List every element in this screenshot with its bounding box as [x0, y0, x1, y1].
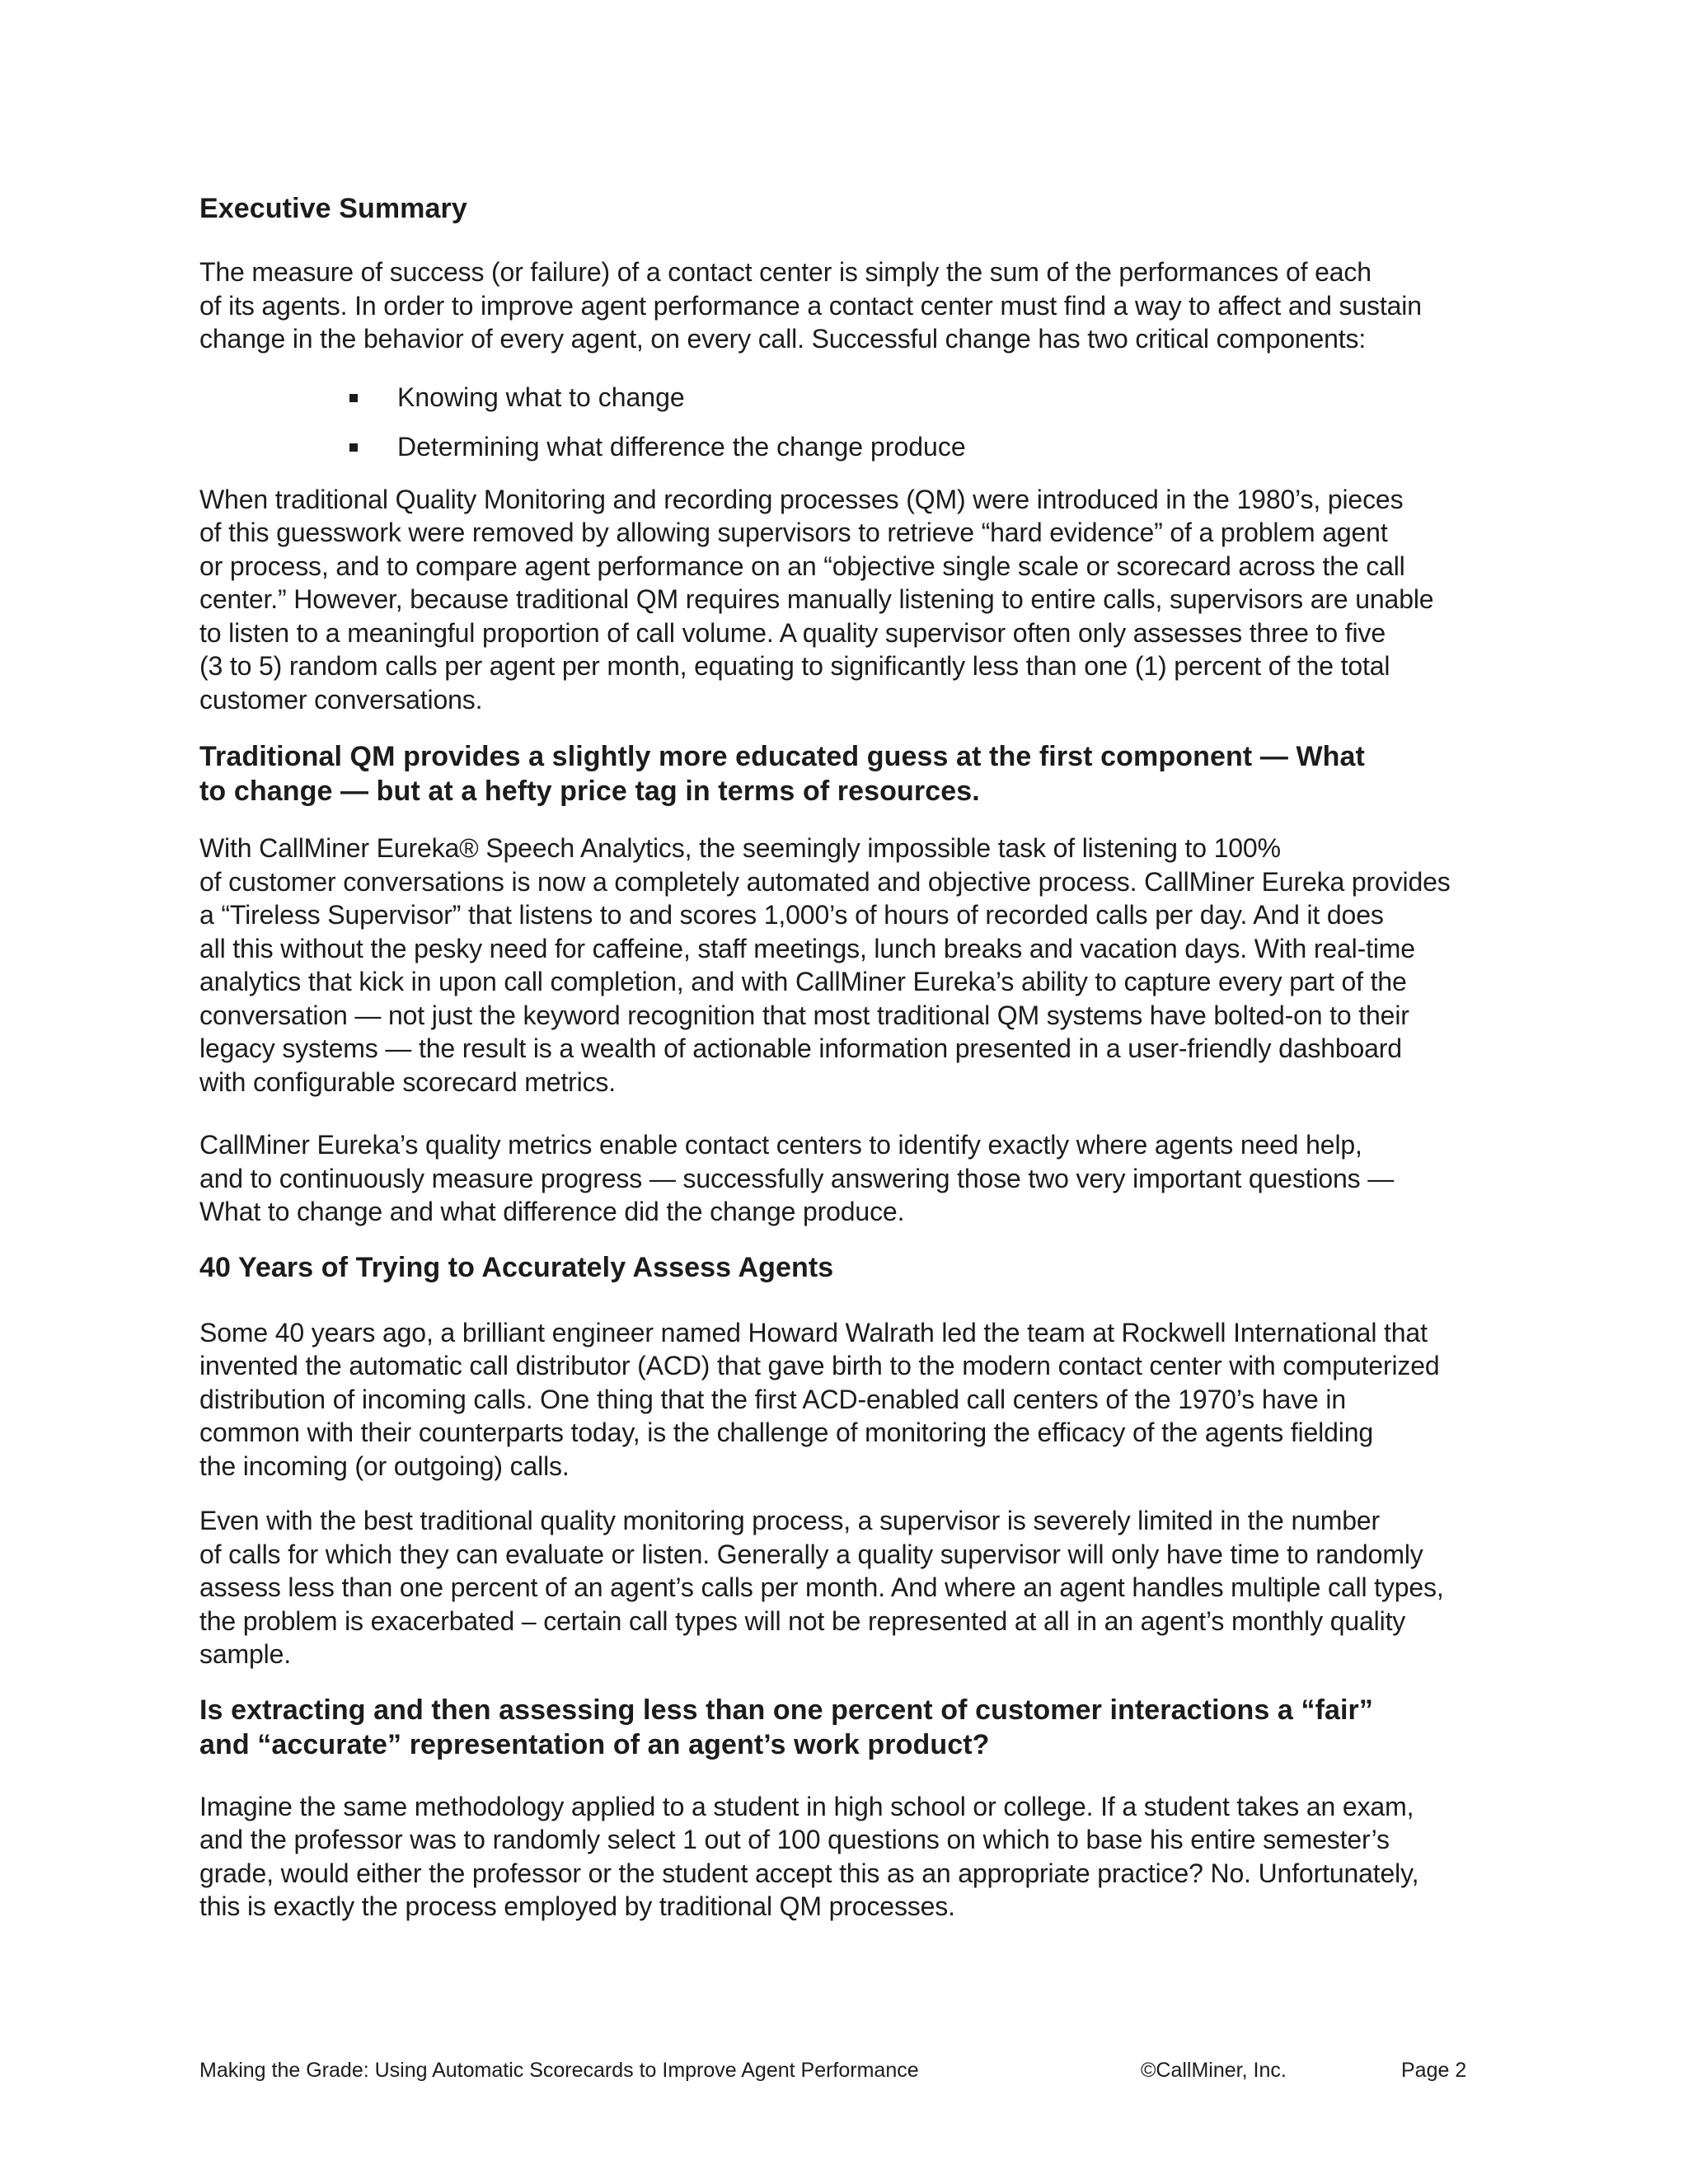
text-line: of customer conversations is now a completely automated and objective process. CallMiner Eureka provides [199, 866, 1451, 897]
text-line: legacy systems — the result is a wealth of actionable information presented in a user-friendly dashboard [199, 1033, 1402, 1063]
text-line: analytics that kick in upon call completion, and with CallMiner Eureka’s ability to capture every part of the [199, 967, 1407, 996]
text-line: CallMiner Eureka’s quality metrics enable contact centers to identify exactly where agents need help, [199, 1130, 1362, 1160]
text-line: of calls for which they can evaluate or listen. Generally a quality supervisor will only have time to randomly [199, 1539, 1423, 1569]
document-body [199, 191, 1518, 1924]
text-line: What to change and what difference did the change produce. [199, 1197, 905, 1226]
executive-summary-heading: Executive Summary [199, 193, 467, 224]
text-line: (3 to 5) random calls per agent per month, equating to significantly less than one (1) percent of the total [199, 651, 1390, 681]
forty-years-paragraph [199, 1316, 1518, 1483]
text-line: Traditional QM provides a slightly more educated guess at the first component — What [199, 741, 1365, 772]
text-line: center.” However, because traditional QM requires manually listening to entire calls, supervisors are unable [199, 584, 1434, 614]
text-line: Some 40 years ago, a brilliant engineer named Howard Walrath led the team at Rockwell International that [199, 1317, 1428, 1347]
text-line: of its agents. In order to improve agent performance a contact center must find a way to affect and sustain [199, 290, 1422, 321]
text-line: the problem is exacerbated – certain call types will not be represented at all in an agent’s monthly quality [199, 1605, 1406, 1636]
text-line: with configurable scorecard metrics. [199, 1066, 617, 1097]
square-bullet-icon [349, 443, 358, 452]
text-line: this is exactly the process employed by traditional QM processes. [199, 1891, 955, 1921]
text-line: change in the behavior of every agent, on every call. Successful change has two critical components: [199, 324, 1367, 354]
text-line: Is extracting and then assessing less than one percent of customer interactions a “fair” [199, 1694, 1373, 1726]
text-line: all this without the pesky need for caffeine, staff meetings, lunch breaks and vacation days. With real-time [199, 933, 1415, 963]
quality-metrics-paragraph [199, 1128, 1518, 1229]
list-item [199, 381, 1518, 414]
footer-copyright: ©CallMiner, Inc. [1141, 2059, 1287, 2082]
traditional-qm-callout [199, 739, 1518, 808]
page-number: Page 2 [1401, 2059, 1467, 2082]
text-line: invented the automatic call distributor (ACD) that gave birth to the modern contact center with computerized [199, 1351, 1440, 1380]
imagine-paragraph [199, 1790, 1518, 1924]
text-line: or process, and to compare agent performance on an “objective single scale or scorecard across the call [199, 551, 1405, 581]
text-line: The measure of success (or failure) of a contact center is simply the sum of the performances of each [199, 257, 1372, 287]
executive-summary-paragraph [199, 255, 1518, 356]
components-list [199, 381, 1518, 463]
text-line: distribution of incoming calls. One thing that the first ACD-enabled call centers of the 1970’s have in [199, 1384, 1346, 1414]
text-line: of this guesswork were removed by allowing supervisors to retrieve “hard evidence” of a problem agent [199, 518, 1388, 547]
text-line: When traditional Quality Monitoring and recording processes (QM) were introduced in the 1980’s, pieces [199, 484, 1404, 514]
text-line: common with their counterparts today, is the challenge of monitoring the efficacy of the agents fielding [199, 1418, 1374, 1447]
text-line: a “Tireless Supervisor” that listens to and scores 1,000’s of hours of recorded calls per day. And it does [199, 900, 1384, 930]
fair-accurate-callout [199, 1693, 1518, 1762]
forty-years-heading: 40 Years of Trying to Accurately Assess Agents [199, 1251, 834, 1283]
text-line: and to continuously measure progress — successfully answering those two very important questions — [199, 1163, 1395, 1193]
page-footer [199, 2055, 1518, 2085]
text-line: Imagine the same methodology applied to a student in high school or college. If a student takes an exam, [199, 1791, 1414, 1821]
text-line: assess less than one percent of an agent’s calls per month. And where an agent handles multiple call types, [199, 1572, 1444, 1602]
text-line: customer conversations. [199, 684, 483, 715]
list-item-text: Knowing what to change [397, 382, 685, 412]
list-item-text: Determining what difference the change produce [397, 431, 966, 462]
text-line: grade, would either the professor or the student accept this as an appropriate practice? No. Unfortunately, [199, 1858, 1419, 1888]
square-bullet-icon [349, 394, 358, 402]
traditional-qm-paragraph [199, 483, 1518, 717]
text-line: to listen to a meaningful proportion of call volume. A quality supervisor often only assesses three to five [199, 617, 1386, 648]
text-line: Even with the best traditional quality monitoring process, a supervisor is severely limited in the number [199, 1506, 1381, 1535]
text-line: and “accurate” representation of an agent’s work product? [199, 1728, 990, 1760]
list-item [199, 430, 1518, 463]
text-line: and the professor was to randomly select 1 out of 100 questions on which to base his entire semester’s [199, 1825, 1390, 1854]
best-process-paragraph [199, 1504, 1518, 1671]
eureka-paragraph [199, 832, 1518, 1099]
text-line: sample. [199, 1639, 291, 1669]
footer-document-title: Making the Grade: Using Automatic Scorecards to Improve Agent Performance [199, 2059, 919, 2082]
text-line: the incoming (or outgoing) calls. [199, 1451, 570, 1481]
text-line: With CallMiner Eureka® Speech Analytics, the seemingly impossible task of listening to 100% [199, 833, 1281, 863]
text-line: to change — but at a hefty price tag in terms of resources. [199, 776, 980, 807]
text-line: conversation — not just the keyword recognition that most traditional QM systems have bolted-on to their [199, 1000, 1409, 1030]
